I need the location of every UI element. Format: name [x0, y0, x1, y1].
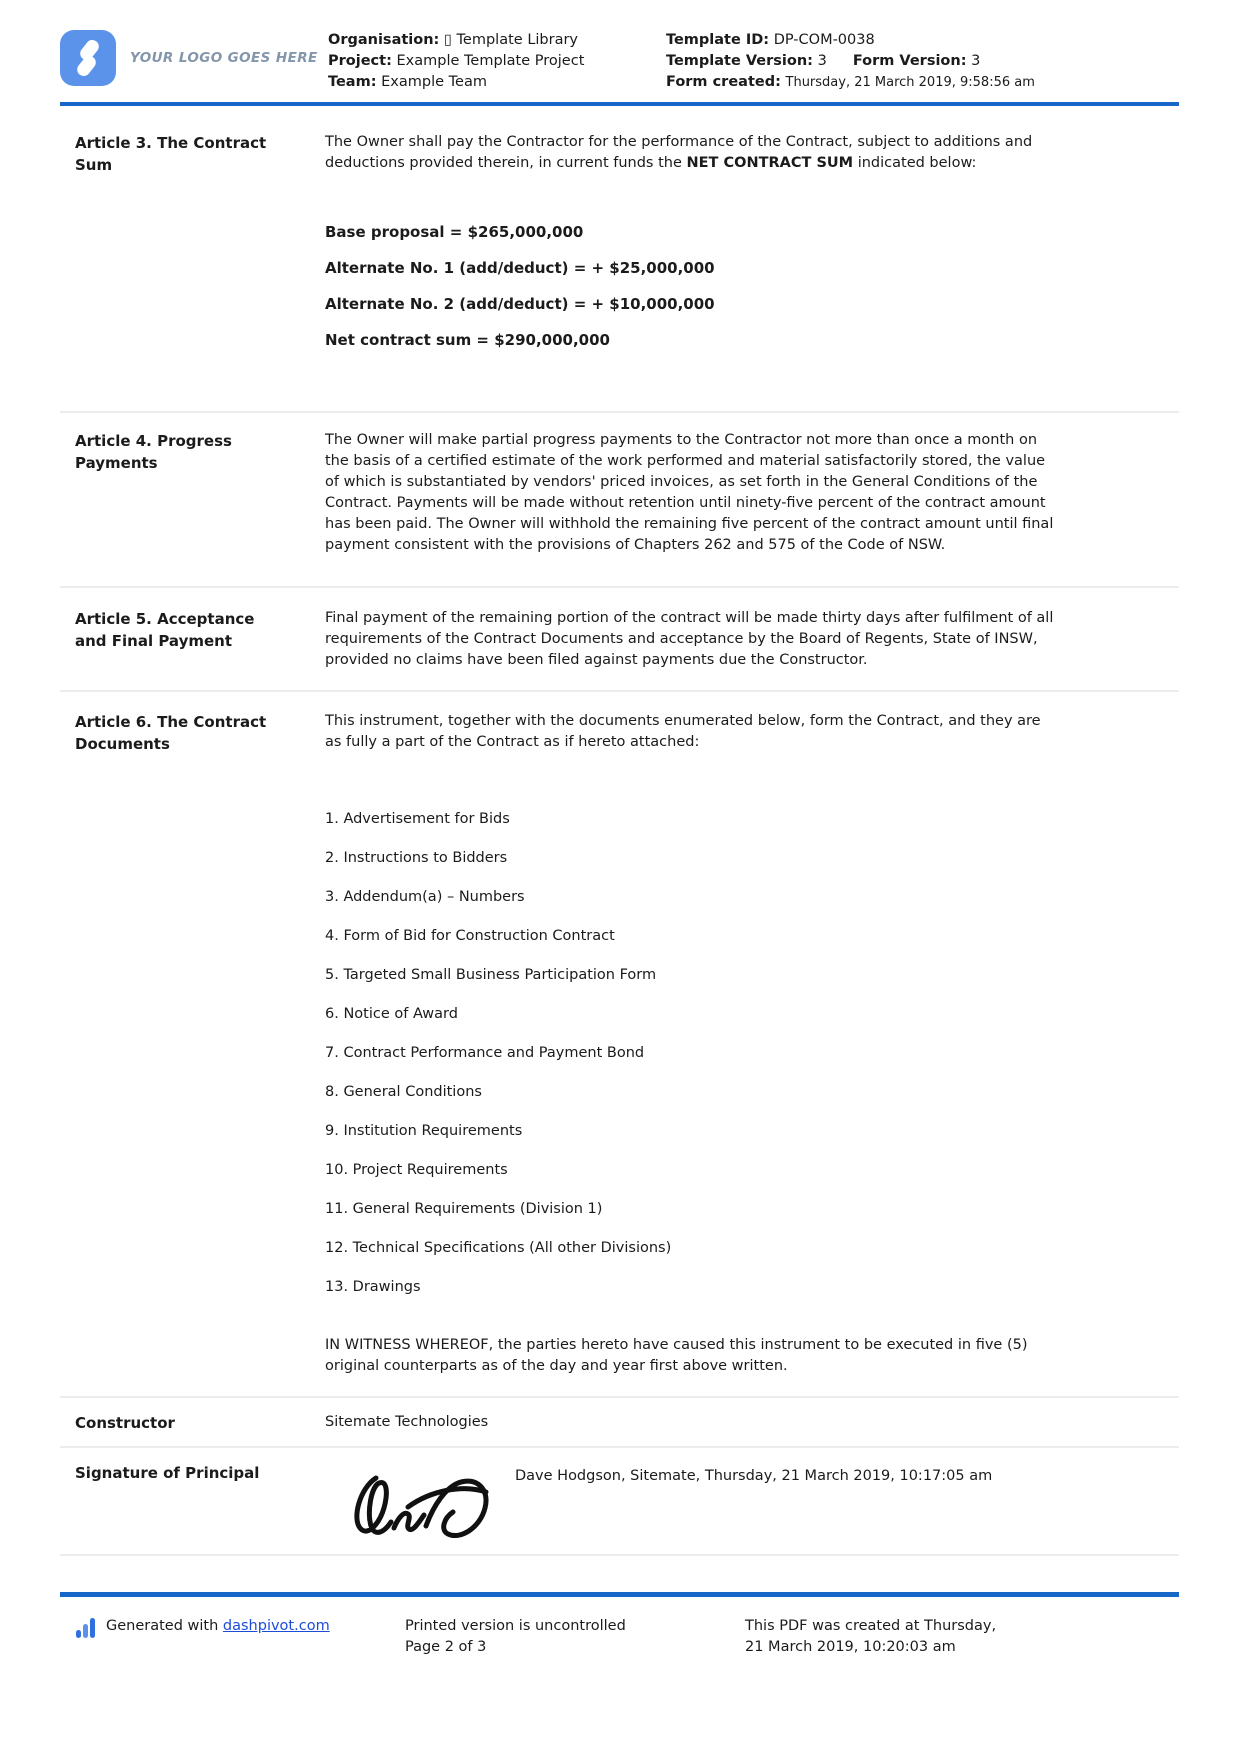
- printed-version-text: Printed version is uncontrolled: [405, 1618, 626, 1634]
- signature-body: [325, 1462, 1060, 1544]
- list-item: 10. Project Requirements: [325, 1162, 508, 1178]
- alternate-1-line: Alternate No. 1 (add/deduct) = + $25,000,000: [325, 259, 715, 277]
- constructor-value: Sitemate Technologies: [325, 1414, 489, 1430]
- organisation-line: [328, 30, 666, 51]
- header-meta-left: [328, 30, 666, 93]
- list-item: 2. Instructions to Bidders: [325, 850, 508, 866]
- article-6-heading-line1: Article 6. The Contract: [75, 713, 267, 731]
- team-line: [328, 72, 666, 93]
- article-3-body: [325, 132, 1060, 351]
- signature-caption: Dave Hodgson, Sitemate, Thursday, 21 March 2019, 10:17:05 am: [515, 1468, 993, 1484]
- list-item: 11. General Requirements (Division 1): [325, 1201, 603, 1217]
- page-header: [60, 30, 1179, 93]
- witness-paragraph: IN WITNESS WHEREOF, the parties hereto have caused this instrument to be executed in five (5) original counterparts as of the day and year first above written.: [325, 1337, 1028, 1374]
- article-3-heading-line2: Sum: [75, 156, 113, 174]
- article-6-heading: [60, 711, 290, 1377]
- list-item: 4. Form of Bid for Construction Contract: [325, 928, 615, 944]
- company-logo-icon: [60, 30, 116, 86]
- article-3-intro-text: The Owner shall pay the Contractor for the performance of the Contract, subject to additions and deductions provided therein, in current funds the: [325, 134, 1033, 171]
- project-value: Example Template Project: [396, 53, 585, 69]
- article-3-heading: [60, 132, 290, 351]
- form-created-line: [666, 72, 1179, 93]
- list-item: 7. Contract Performance and Payment Bond: [325, 1045, 645, 1061]
- team-value: Example Team: [381, 74, 487, 90]
- article-5-heading: [60, 608, 290, 671]
- dashpivot-link[interactable]: dashpivot.com: [222, 1618, 330, 1634]
- footer-generated: [75, 1616, 405, 1658]
- template-version-value: 3: [817, 53, 827, 69]
- net-contract-sum-line: Net contract sum = $290,000,000: [325, 331, 610, 349]
- contract-body: [60, 106, 1179, 1556]
- end-divider: [60, 1554, 1179, 1556]
- dashpivot-bars-icon: [75, 1616, 97, 1639]
- article-3-heading-line1: Article 3. The Contract: [75, 134, 267, 152]
- article-4-heading-line2: Payments: [75, 454, 158, 472]
- signature-image: [350, 1462, 500, 1544]
- section-constructor: [60, 1396, 1179, 1446]
- contract-documents-list: [325, 809, 1060, 1298]
- list-item: 12. Technical Specifications (All other Divisions): [325, 1240, 672, 1256]
- list-item: 5. Targeted Small Business Participation Form: [325, 967, 657, 983]
- section-signature: [60, 1446, 1179, 1554]
- template-id-label: Template ID:: [666, 32, 770, 48]
- article-5-heading-line1: Article 5. Acceptance: [75, 610, 255, 628]
- footer-printed: [405, 1616, 745, 1658]
- article-6-body: [325, 711, 1060, 1377]
- form-version-value: 3: [971, 53, 981, 69]
- section-article-5: [60, 586, 1179, 690]
- page-number: Page 2 of 3: [405, 1639, 487, 1655]
- generated-with-label: Generated with: [106, 1618, 223, 1634]
- versions-line: [666, 51, 1179, 72]
- section-article-3: [60, 106, 1179, 411]
- template-version-label: Template Version:: [666, 53, 813, 69]
- list-item: 9. Institution Requirements: [325, 1123, 523, 1139]
- template-id-line: [666, 30, 1179, 51]
- section-article-4: [60, 411, 1179, 586]
- project-line: [328, 51, 666, 72]
- footer-created-at: This PDF was created at Thursday, 21 March 2019, 10:20:03 am: [745, 1618, 997, 1655]
- template-id-value: DP-COM-0038: [773, 32, 875, 48]
- logo: [60, 30, 328, 86]
- article-4-heading: [60, 430, 290, 556]
- article-5-heading-line2: and Final Payment: [75, 632, 232, 650]
- organisation-value: ▯ Template Library: [443, 32, 579, 48]
- logo-placeholder-text: YOUR LOGO GOES HERE: [130, 50, 318, 66]
- article-4-paragraph: The Owner will make partial progress payments to the Contractor not more than once a month on the basis of a certified estimate of the work performed and material satisfactorily stored, the value of which is substantiated by vendors' priced invoices, as set forth in the General Conditions of the Contract. Payments will be made without retention until ninety-five percent of the contract amount has been paid. The Owner will withhold the remaining five percent of the contract amount until final payment consistent with the provisions of Chapters 262 and 575 of the Code of NSW.: [325, 432, 1054, 553]
- article-6-paragraph: This instrument, together with the documents enumerated below, form the Contract, and they are as fully a part of the Contract as if hereto attached:: [325, 713, 1041, 750]
- page-footer: [60, 1616, 1179, 1658]
- list-item: 8. General Conditions: [325, 1084, 482, 1100]
- project-label: Project:: [328, 53, 392, 69]
- article-3-paragraph: [325, 132, 1060, 174]
- team-label: Team:: [328, 74, 377, 90]
- article-5-paragraph: Final payment of the remaining portion of the contract will be made thirty days after fulfilment of all requirements of the Contract Documents and acceptance by the Board of Regents, State of INSW, provided no claims have been filed against payments due the Constructor.: [325, 610, 1054, 668]
- form-version-label: Form Version:: [852, 53, 967, 69]
- base-proposal-line: Base proposal = $265,000,000: [325, 223, 584, 241]
- section-article-6: [60, 690, 1179, 1396]
- article-4-body: [325, 430, 1060, 556]
- net-contract-sum-emphasis: NET CONTRACT SUM: [686, 155, 854, 171]
- organisation-label: Organisation:: [328, 32, 440, 48]
- form-created-label: Form created:: [666, 74, 781, 90]
- form-created-value: Thursday, 21 March 2019, 9:58:56 am: [785, 75, 1035, 90]
- constructor-label: Constructor: [75, 1414, 175, 1432]
- article-4-heading-line1: Article 4. Progress: [75, 432, 232, 450]
- list-item: 3. Addendum(a) – Numbers: [325, 889, 525, 905]
- article-6-heading-line2: Documents: [75, 735, 170, 753]
- list-item: 1. Advertisement for Bids: [325, 811, 510, 827]
- footer-accent-bar: [60, 1592, 1179, 1597]
- generated-with-text: [106, 1616, 330, 1637]
- list-item: 6. Notice of Award: [325, 1006, 458, 1022]
- header-meta-right: [666, 30, 1179, 93]
- signature-label: Signature of Principal: [75, 1464, 260, 1482]
- list-item: 13. Drawings: [325, 1279, 421, 1295]
- alternate-2-line: Alternate No. 2 (add/deduct) = + $10,000,000: [325, 295, 715, 313]
- article-3-tail-text: indicated below:: [853, 155, 977, 171]
- article-5-body: [325, 608, 1060, 671]
